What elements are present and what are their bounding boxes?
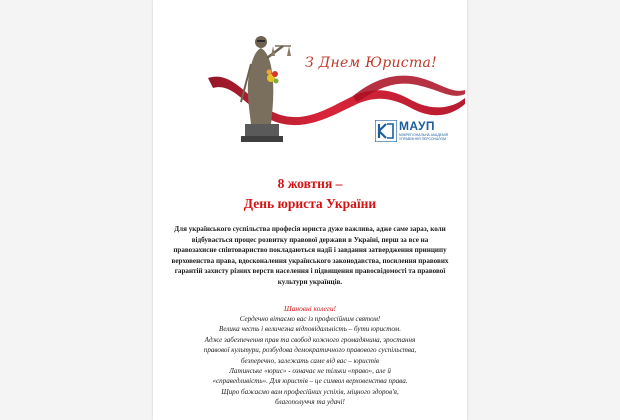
greeting-title: З Днем Юриста!	[305, 55, 438, 71]
logo-name: МАУП	[399, 119, 435, 133]
wishes-line: Сердечно вітаємо вас із професійним святом!	[239, 315, 381, 323]
wishes-line: благополуччя та удачі!	[275, 398, 345, 407]
wishes-line: безперечно, залежать саме від вас – юристів	[240, 356, 380, 365]
wishes-line: Щиро бажаємо вам професійних успіхів, міцного здоров'я,	[221, 387, 399, 396]
logo-subtitle: МІЖРЕГІОНАЛЬНА АКАДЕМІЯ УПРАВЛІННЯ ПЕРСОНАЛОМ	[399, 133, 449, 141]
address-line: Шановні колеги!	[284, 304, 336, 313]
headline-date: 8 жовтня –	[277, 176, 343, 191]
greeting-card-page	[153, 0, 467, 420]
maup-emblem-icon	[375, 120, 397, 142]
wishes-line: правової культури, розбудова демократичного правового суспільства,	[203, 346, 417, 355]
intro-paragraph: Для українського суспільства професія юриста дуже важлива, адже саме зараз, коли відбувається процес розвитку правової держави в Україні, перш за все на правозахисне співтовариство покладаються надії і завдання затвердження принципу верховенства права, вдосконалення українського законодавства, посилення правових гарантій захисту різних верств населення і підвищення правосвідомості та правової культури українців.	[171, 225, 449, 286]
wishes-line: «справедливість». Для юристів – це символ верховенства права.	[212, 377, 408, 386]
wishes-line: Велика честь і величезна відповідальність – бути юристом.	[219, 325, 401, 334]
maup-logo	[375, 120, 459, 142]
headline-title: День юриста України	[243, 196, 377, 211]
wishes-line: Латинське «юрис» - означає не тільки «право», але й	[229, 367, 391, 376]
themis-statue-illustration	[231, 6, 293, 142]
wishes-paragraph	[169, 314, 451, 408]
wishes-line: Адже забезпечення прав та свобод кожного громадянина, зростання	[204, 335, 416, 344]
